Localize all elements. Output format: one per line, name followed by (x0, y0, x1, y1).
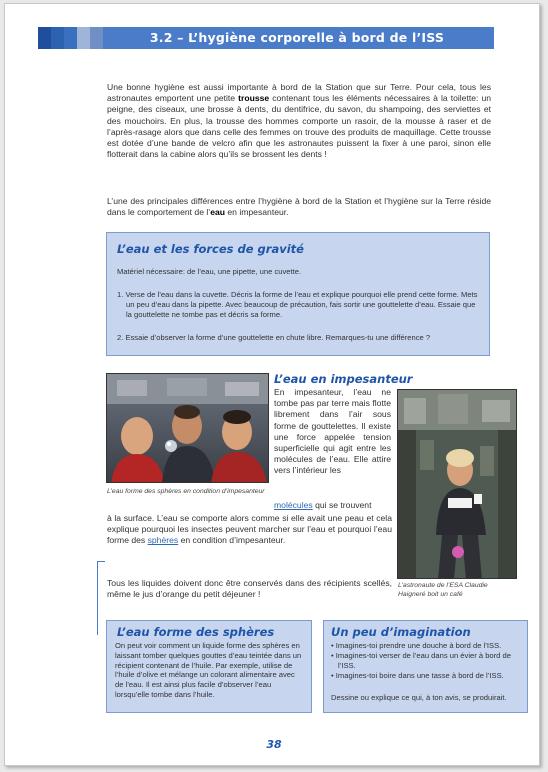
material-line: Matériel nécessaire: de l’eau, une pipette, une cuvette. (117, 267, 302, 276)
intro-paragraph-2 (107, 196, 491, 218)
section-header-bar (38, 27, 494, 49)
page-number: 38 (266, 738, 282, 751)
astronauts-water-photo (106, 373, 269, 483)
header-square (64, 27, 77, 49)
intro-text: en impesanteur. (225, 207, 289, 218)
header-square (77, 27, 90, 49)
photo2-caption: L’astronaute de l’ESA Claudie Haigneré boit un café (398, 582, 488, 598)
intro-text: Une bonne hygiène est aussi importante à bord de la Station que sur Terre. Pour cela, tous les astronautes emportent une petite (107, 82, 491, 104)
imagination-closing: Dessine ou explique ce qui, à ton avis, se produirait. (331, 693, 507, 702)
intro-text: L’une des principales différences entre l’hygiène à bord de la Station et l’hygiène sur la Terre réside dans le comportement de l’ (107, 196, 491, 218)
imagination-item-text: Imagines-toi boire dans une tasse à bord de l’ISS. (335, 671, 504, 680)
intro-bold-word: eau (210, 207, 225, 218)
imagination-item-text: Imagines-toi verser de l’eau dans un évier à bord de l’ISS. (335, 651, 511, 670)
imagination-item: • Imagines-toi boire dans une tasse à bord de l’ISS. (331, 671, 504, 680)
gravity-experiment-box (106, 232, 490, 356)
molecules-link[interactable]: molécules (274, 500, 313, 510)
imagination-box (323, 620, 528, 713)
intro-bold-word: trousse (238, 93, 270, 104)
imagination-item-text: Imagines-toi prendre une douche à bord de l’ISS. (335, 641, 502, 650)
spheres-box (106, 620, 312, 713)
intro-paragraph-1 (107, 82, 491, 160)
weightless-text: à la surface. L’eau se comporte alors comme si elle avait une peau et cela explique pourquoi les insectes peuvent marcher sur l’eau et pourquoi l’eau forme des (107, 513, 392, 546)
weightless-section-title: L’eau en impesanteur (274, 372, 413, 386)
experiment-step-2: 2. Essaie d’observer la forme d’une gouttelette en chute libre. Remarques-tu une différence ? (117, 333, 431, 342)
weightless-text: qui se trouvent (312, 500, 372, 510)
weightless-wide-text (107, 513, 392, 547)
photo1-caption: L’eau forme des sphères en condition d’impesanteur (107, 488, 265, 495)
imagination-item: • Imagines-toi verser de l’eau dans un évier à bord de l’ISS. (331, 651, 511, 670)
spheres-link[interactable]: sphères (147, 535, 179, 546)
box-title: L’eau et les forces de gravité (117, 242, 304, 256)
box-title: Un peu d’imagination (331, 625, 471, 639)
section-title: 3.2 – L’hygiène corporelle à bord de l’ISS (149, 30, 445, 45)
astronaut-coffee-photo (397, 389, 517, 579)
imagination-item: • Imagines-toi prendre une douche à bord de l’ISS. (331, 641, 502, 650)
experiment-step-1: 1. Verse de l’eau dans la cuvette. Décris la forme de l’eau et explique pourquoi elle prend cette forme. Mets un peu d’eau dans la pipette. Avec beaucoup de précaution, fais sortir une gouttelette d’eau. Essaie que la gouttelette ne tombe pas et décris sa forme. (117, 290, 478, 319)
spheres-text: On peut voir comment un liquide forme des sphères en laissant tomber quelques gouttes d’eau teintée dans un récipient contenant de l’huile. Par exemple, utilise de l’huile d’olive et mélange un colorant alimentaire avec de l’eau. Il est ainsi plus facile d’observer l’eau lorsqu’elle tombe dans l’huile. (115, 641, 302, 699)
liquids-paragraph: Tous les liquides doivent donc être conservés dans des récipients scellés, même le jus d’orange du petit déjeuner ! (107, 578, 392, 600)
intro-text: contenant tous les éléments nécessaires à la toilette: un peigne, des ciseaux, une brosse à dents, du dentifrice, du savon, du shampoing, des serviettes et des mouchoirs. En plus, la trousse des hommes comporte un rasoir, de la mousse à raser et de l’après-rasage alors que dans celle des femmes on trouve des produits de maquillage. Cette trousse est dotée d’une bande de velcro afin que les astronautes puissent la fixer à une paroi, sinon elle flotterait dans la cabine alors qu’ils se brossent les dents ! (107, 93, 491, 160)
weightless-molecules-line (274, 500, 391, 511)
header-square (38, 27, 51, 49)
header-square (51, 27, 64, 49)
connector-line (97, 561, 105, 562)
box-title: L’eau forme des sphères (117, 625, 275, 639)
weightless-text: en condition d’impesanteur. (178, 535, 286, 546)
connector-line (97, 561, 98, 635)
weightless-text: En impesanteur, l’eau ne tombe pas par terre mais flotte librement dans l’air sous forme de gouttelettes. Il existe une force appelée tension superficielle qui agit entre les molécules de l’eau. Elle attire vers l’intérieur les (274, 387, 391, 476)
header-square (90, 27, 103, 49)
weightless-column-text (274, 387, 391, 477)
